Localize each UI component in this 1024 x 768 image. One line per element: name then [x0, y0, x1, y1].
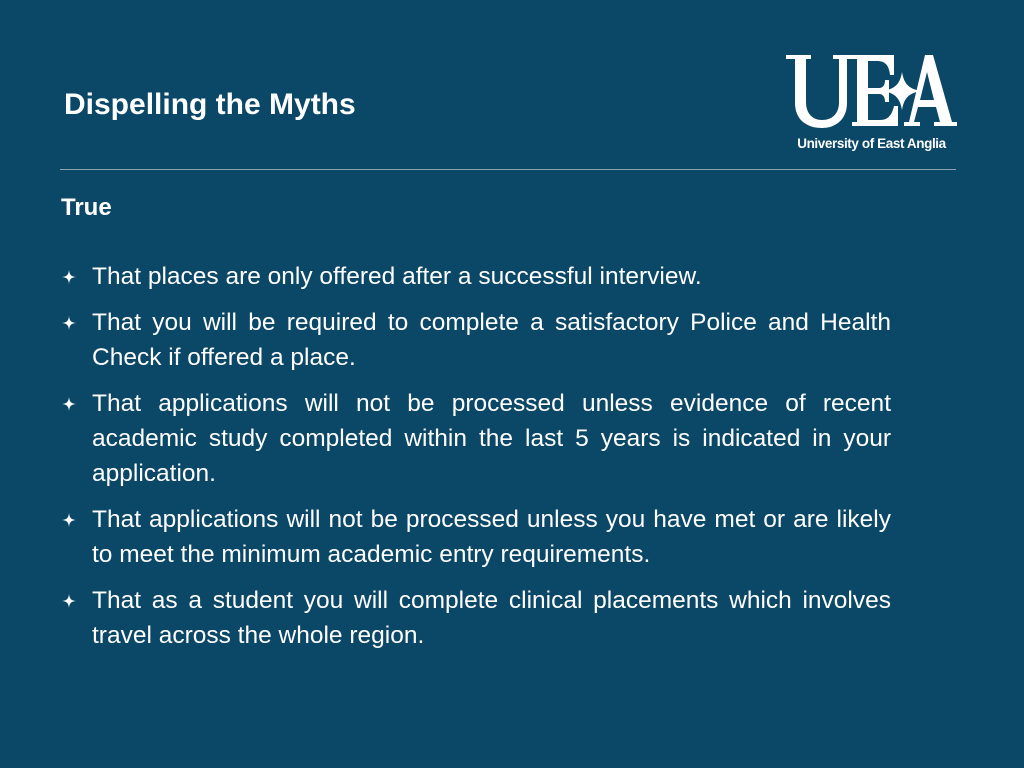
list-item: [60, 583, 891, 653]
uea-logo: [784, 50, 959, 156]
list-item: [60, 386, 891, 491]
bullet-list: [60, 259, 891, 664]
title-divider: [60, 169, 956, 170]
four-point-star-icon: [62, 270, 76, 284]
four-point-star-icon: [62, 594, 76, 608]
list-item: [60, 305, 891, 375]
four-point-star-icon: [62, 397, 76, 411]
four-point-star-icon: [62, 513, 76, 527]
bullet-text: That applications will not be processed unless evidence of recent academic study completed within the last 5 years is indicated in your application.: [92, 390, 891, 487]
bullet-text: That you will be required to complete a satisfactory Police and Health Check if offered a place.: [92, 309, 891, 371]
section-heading: True: [61, 194, 112, 221]
slide-title: Dispelling the Myths: [64, 88, 356, 121]
four-point-star-icon: [62, 316, 76, 330]
uea-logo-mark: [784, 50, 959, 132]
bullet-text: That applications will not be processed unless you have met or are likely to meet the minimum academic entry requirements.: [92, 506, 891, 568]
list-item: [60, 502, 891, 572]
bullet-text: That places are only offered after a successful interview.: [92, 263, 702, 290]
logo-university-name: University of East Anglia: [797, 136, 946, 151]
list-item: [60, 259, 891, 294]
bullet-text: That as a student you will complete clinical placements which involves travel across the whole region.: [92, 587, 891, 649]
